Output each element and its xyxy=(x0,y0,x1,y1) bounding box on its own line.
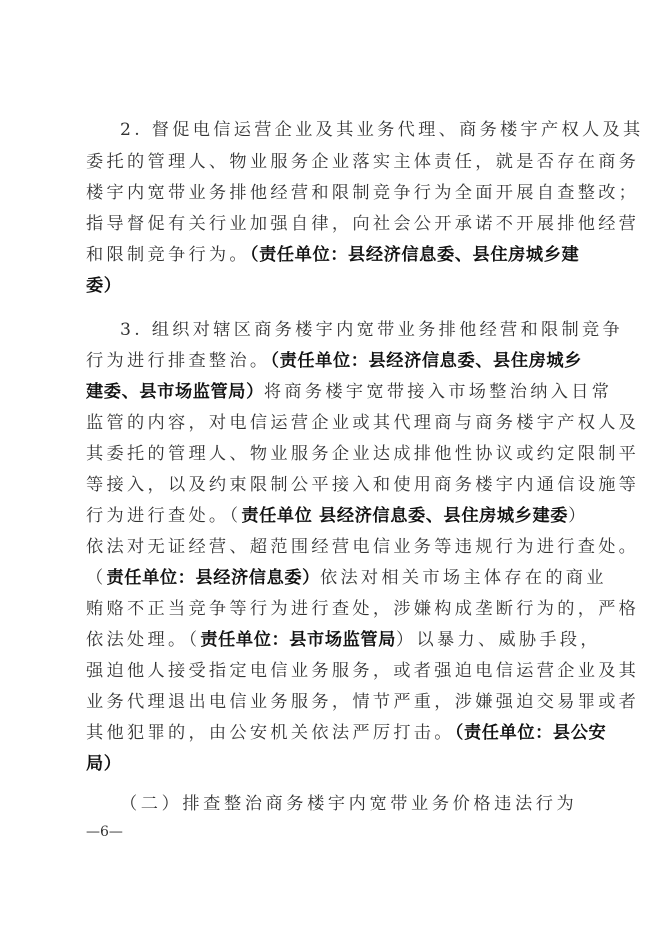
text-line: 监管的内容，对电信运营企业或其代理商与商务楼宇产权人及 xyxy=(86,413,640,433)
responsible-unit: （责任单位：县公安 xyxy=(454,723,607,743)
text-line: （责任单位：县经济信息委）依法对相关市场主体存在的商业 xyxy=(86,568,607,588)
responsible-unit: 责任单位：县市场监管局 xyxy=(200,630,396,650)
responsible-unit: 委） xyxy=(86,276,122,296)
text-line: 3. 组织对辖区商务楼宇内宽带业务排他经营和限制竞争 xyxy=(120,320,623,340)
text-line: 等接入，以及约束限制公平接入和使用商务楼宇内通信设施等 xyxy=(86,475,640,495)
text-line: 行为进行查处。（责任单位 县经济信息委、县住房城乡建委） xyxy=(86,506,589,526)
responsible-unit: 责任单位 县经济信息委、县住房城乡建委 xyxy=(241,506,569,526)
text-line xyxy=(86,748,580,780)
responsible-unit: 建委、县市场监管局） xyxy=(86,382,264,402)
text-line: 和限制竞争行为。（责任单位：县经济信息委、县住房城乡建 xyxy=(86,245,580,265)
text-line: 依法对无证经营、超范围经营电信业务等违规行为进行查处。 xyxy=(86,537,640,557)
text-line: 业务代理退出电信业务服务，情节严重，涉嫌强迫交易罪或者 xyxy=(86,692,640,712)
responsible-unit: 责任单位：县经济信息委） xyxy=(106,568,320,588)
text-line: 2. 督促电信运营企业及其业务代理、商务楼宇产权人及其 xyxy=(120,120,644,140)
text-line: 贿赂不正当竞争等行为进行查处，涉嫌构成垄断行为的，严格 xyxy=(86,599,640,619)
text-line xyxy=(86,270,580,302)
text-line: 强迫他人接受指定电信业务服务，或者强迫电信运营企业及其 xyxy=(86,661,640,681)
text-line: 依法处理。（责任单位：县市场监管局）以暴力、威胁手段， xyxy=(86,630,601,650)
text-line: 楼宇内宽带业务排他经营和限制竞争行为全面开展自查整改； xyxy=(86,183,640,203)
section-heading: （二）排查整治商务楼宇内宽带业务价格违法行为 xyxy=(120,794,578,814)
text-line: 建委、县市场监管局）将商务楼宇宽带接入市场整治纳入日常 xyxy=(86,382,613,402)
text-line: 其委托的管理人、物业服务企业达成排他性协议或约定限制平 xyxy=(86,444,640,464)
text-line: 其他犯罪的，由公安机关依法严厉打击。（责任单位：县公安 xyxy=(86,723,607,743)
responsible-unit: 局） xyxy=(86,754,122,774)
text-line: 指导督促有关行业加强自律，向社会公开承诺不开展排他经营 xyxy=(86,214,640,234)
page-number: —6— xyxy=(86,824,123,840)
responsible-unit: （责任单位：县经济信息委、县住房城乡建 xyxy=(249,245,580,265)
text-line: 行为进行排查整治。（责任单位：县经济信息委、县住房城乡 xyxy=(86,351,582,371)
text-line: 委托的管理人、物业服务企业落实主体责任，就是否存在商务 xyxy=(86,152,640,172)
responsible-unit: （责任单位：县经济信息委、县住房城乡 xyxy=(270,351,582,371)
